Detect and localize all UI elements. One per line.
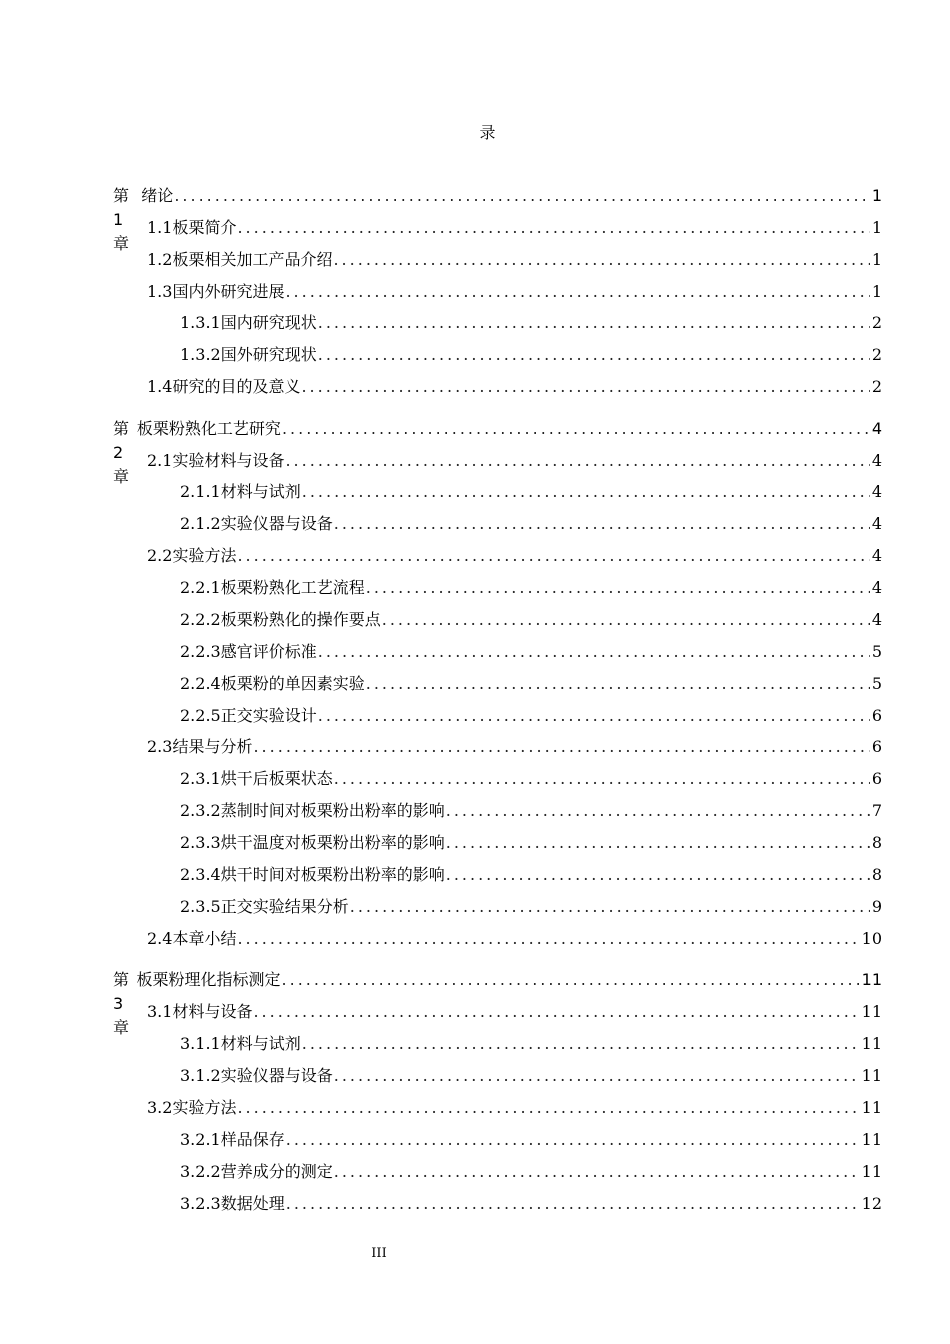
toc-entry-page: 4 (871, 578, 882, 597)
toc-entry[interactable] (180, 767, 882, 791)
toc-entry-label: 板栗粉熟化的操作要点 (220, 610, 381, 629)
toc-leader-dots (334, 767, 870, 791)
toc-entry-label: 国外研究现状 (220, 345, 317, 364)
toc-entry-number: 2.3.3 (180, 833, 221, 852)
toc-entry-label: 营养成分的测定 (220, 1162, 333, 1181)
toc-entry[interactable] (147, 248, 882, 272)
toc-entry-number: 2.3.4 (180, 865, 221, 884)
toc-entry[interactable] (180, 512, 882, 536)
toc-entry[interactable] (180, 311, 882, 335)
toc-leader-dots (285, 280, 869, 304)
toc-entry-page: 1 (871, 186, 882, 205)
toc-entry-label: 实验方法 (172, 546, 237, 565)
toc-entry-page: 11 (861, 1130, 882, 1149)
toc-entry[interactable] (180, 1192, 882, 1216)
toc-entry-label: 材料与设备 (172, 1002, 253, 1021)
toc-entry-label: 烘干温度对板栗粉出粉率的影响 (220, 833, 445, 852)
toc-entry-number: 1.3 (147, 282, 173, 301)
toc-leader-dots (302, 480, 870, 504)
toc-entry-label: 实验方法 (172, 1098, 237, 1117)
toc-entry-label: 实验仪器与设备 (220, 1066, 333, 1085)
toc-entry-number: 3.2.1 (180, 1130, 221, 1149)
toc-entry-label: 板栗简介 (172, 218, 237, 237)
toc-entry-label: 烘干时间对板栗粉出粉率的影响 (220, 865, 445, 884)
toc-entry-label: 绪论 (141, 186, 174, 205)
toc-entry-page: 2 (871, 313, 882, 332)
toc-entry-label: 实验仪器与设备 (220, 514, 333, 533)
toc-leader-dots (334, 1064, 860, 1088)
toc-entry-label: 板栗粉熟化工艺研究 (136, 419, 281, 438)
toc-entry-number: 2.3.5 (180, 897, 221, 916)
toc-leader-dots (334, 1160, 860, 1184)
toc-leader-dots (366, 672, 870, 696)
toc-entry[interactable] (180, 640, 882, 664)
toc-entry[interactable] (147, 735, 882, 759)
toc-leader-dots (382, 608, 870, 632)
toc-leader-dots (174, 184, 870, 208)
toc-entry-page: 4 (871, 482, 882, 501)
toc-entry-page: 10 (861, 929, 882, 948)
toc-entry-label: 感官评价标准 (220, 642, 317, 661)
toc-entry-page: 2 (871, 345, 882, 364)
toc-entry-label: 板栗粉理化指标测定 (136, 970, 281, 989)
toc-entry-number: 第 1 章 (113, 186, 130, 253)
toc-entry[interactable] (147, 927, 882, 951)
toc-entry[interactable] (147, 1000, 882, 1024)
toc-entry-page: 1 (871, 282, 882, 301)
toc-entry-page: 7 (871, 801, 882, 820)
toc-leader-dots (237, 1096, 859, 1120)
toc-entry-number: 1.2 (147, 250, 173, 269)
toc-entry-page: 11 (861, 1002, 882, 1021)
toc-leader-dots (318, 640, 870, 664)
toc-leader-dots (301, 375, 869, 399)
toc-entry-page: 6 (871, 769, 882, 788)
toc-leader-dots (334, 512, 870, 536)
toc-entry-page: 12 (861, 1194, 882, 1213)
toc-entry-number: 第 2 章 (113, 419, 130, 486)
toc-entry-label: 蒸制时间对板栗粉出粉率的影响 (220, 801, 445, 820)
toc-entry-label: 材料与试剂 (220, 1034, 301, 1053)
toc-entry-number: 3.2.2 (180, 1162, 221, 1181)
toc-entry[interactable] (147, 449, 882, 473)
toc-entry-number: 3.1.1 (180, 1034, 221, 1053)
toc-entry-number: 2.1 (147, 451, 173, 470)
toc-leader-dots (253, 1000, 859, 1024)
toc-entry-label: 研究的目的及意义 (172, 377, 301, 396)
toc-entry[interactable] (180, 576, 882, 600)
toc-entry-page: 11 (861, 970, 882, 989)
toc-leader-dots (286, 1192, 860, 1216)
toc-entry-page: 5 (871, 674, 882, 693)
toc-entry-label: 板栗相关加工产品介绍 (172, 250, 333, 269)
toc-leader-dots (282, 968, 860, 992)
toc-entry-page: 4 (871, 419, 882, 438)
toc-entry-number: 3.2 (147, 1098, 173, 1117)
toc-entry-page: 11 (861, 1098, 882, 1117)
toc-leader-dots (446, 799, 870, 823)
toc-entry[interactable] (180, 672, 882, 696)
toc-entry-page: 11 (861, 1162, 882, 1181)
toc-leader-dots (282, 417, 870, 441)
toc-entry-label: 本章小结 (172, 929, 237, 948)
toc-leader-dots (237, 927, 859, 951)
toc-entry-page: 11 (861, 1066, 882, 1085)
toc-entry-number: 2.2 (147, 546, 173, 565)
toc-entry-number: 2.2.3 (180, 642, 221, 661)
toc-entry[interactable] (180, 1032, 882, 1056)
toc-entry-number: 2.1.2 (180, 514, 221, 533)
toc-leader-dots (318, 704, 870, 728)
toc-entry-page: 6 (871, 706, 882, 725)
toc-leader-dots (350, 895, 870, 919)
toc-entry-number: 2.2.1 (180, 578, 221, 597)
toc-entry[interactable] (180, 1064, 882, 1088)
toc-entry-page: 11 (861, 1034, 882, 1053)
toc-leader-dots (318, 311, 870, 335)
toc-entry-label: 正交实验结果分析 (220, 897, 349, 916)
toc-entry-page: 4 (871, 451, 882, 470)
toc-leader-dots (237, 216, 869, 240)
toc-entry-label: 正交实验设计 (220, 706, 317, 725)
toc-entry[interactable] (147, 544, 882, 568)
toc-entry-page: 4 (871, 546, 882, 565)
toc-entry[interactable] (180, 1160, 882, 1184)
toc-entry[interactable] (180, 831, 882, 855)
toc-entry-page: 5 (871, 642, 882, 661)
toc-entry-number: 2.1.1 (180, 482, 221, 501)
toc-entry-number: 3.1 (147, 1002, 173, 1021)
toc-entry-label: 板栗粉的单因素实验 (220, 674, 365, 693)
toc-leader-dots (333, 248, 869, 272)
toc-leader-dots (302, 1032, 860, 1056)
toc-entry-page: 8 (871, 865, 882, 884)
toc-entry-number: 3.1.2 (180, 1066, 221, 1085)
toc-leader-dots (366, 576, 870, 600)
toc-entry-number: 1.1 (147, 218, 173, 237)
toc-entry-page: 1 (871, 250, 882, 269)
toc-entry-number: 1.3.1 (180, 313, 221, 332)
toc-entry-page: 8 (871, 833, 882, 852)
toc-entry-number: 1.4 (147, 377, 173, 396)
toc-entry-label: 国内研究现状 (220, 313, 317, 332)
toc-leader-dots (446, 863, 870, 887)
toc-entry[interactable] (180, 799, 882, 823)
toc-entry[interactable] (180, 608, 882, 632)
toc-entry-number: 2.3 (147, 737, 173, 756)
toc-entry-label: 烘干后板栗状态 (220, 769, 333, 788)
toc-entry-page: 1 (871, 218, 882, 237)
toc-entry-label: 板栗粉熟化工艺流程 (220, 578, 365, 597)
toc-leader-dots (237, 544, 869, 568)
toc-entry-page: 9 (871, 897, 882, 916)
toc-entry-number: 2.2.4 (180, 674, 221, 693)
toc-entry-number: 2.2.5 (180, 706, 221, 725)
page-number-footer: III (371, 1246, 387, 1261)
toc-entry[interactable] (180, 480, 882, 504)
toc-entry-number: 2.3.2 (180, 801, 221, 820)
toc-entry-page: 6 (871, 737, 882, 756)
toc-entry-number: 2.4 (147, 929, 173, 948)
toc-leader-dots (253, 735, 869, 759)
toc-entry-number: 2.3.1 (180, 769, 221, 788)
toc-entry[interactable] (147, 1096, 882, 1120)
toc-entry-number: 第 3 章 (113, 970, 130, 1037)
toc-leader-dots (446, 831, 870, 855)
toc-entry-page: 4 (871, 610, 882, 629)
toc-leader-dots (285, 449, 869, 473)
toc-entry-number: 2.2.2 (180, 610, 221, 629)
toc-entry[interactable] (147, 280, 882, 304)
toc-entry[interactable] (180, 1128, 882, 1152)
toc-entry[interactable] (180, 863, 882, 887)
toc-entry-label: 国内外研究进展 (172, 282, 285, 301)
toc-entry-label: 材料与试剂 (220, 482, 301, 501)
toc-entry-label: 实验材料与设备 (172, 451, 285, 470)
toc-entry-page: 2 (871, 377, 882, 396)
toc-leader-dots (318, 343, 870, 367)
toc-entry[interactable] (180, 895, 882, 919)
toc-title: 录 (479, 123, 496, 142)
toc-entry[interactable] (147, 375, 882, 399)
toc-entry-label: 结果与分析 (172, 737, 253, 756)
toc-leader-dots (286, 1128, 860, 1152)
toc-entry-label: 数据处理 (220, 1194, 285, 1213)
toc-entry-label: 样品保存 (220, 1130, 285, 1149)
toc-entry[interactable] (147, 216, 882, 240)
toc-entry[interactable] (180, 704, 882, 728)
toc-entry-page: 4 (871, 514, 882, 533)
toc-entry[interactable] (180, 343, 882, 367)
toc-entry-number: 1.3.2 (180, 345, 221, 364)
toc-entry-number: 3.2.3 (180, 1194, 221, 1213)
